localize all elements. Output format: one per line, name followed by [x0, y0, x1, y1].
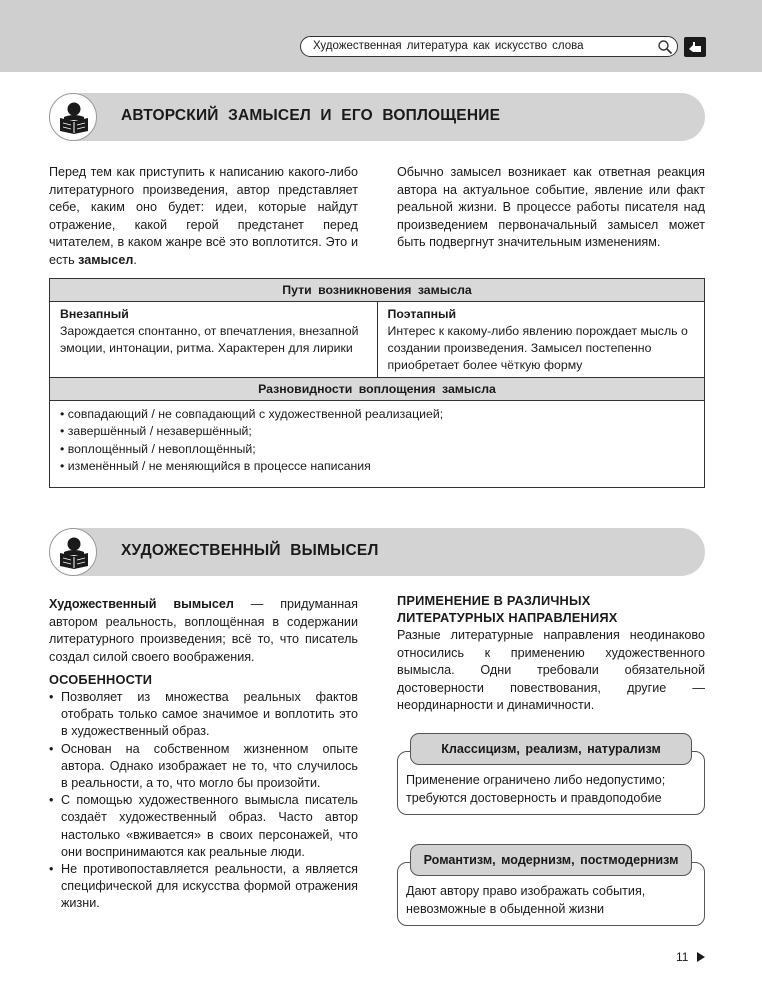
- direction-text: Дают автору право изображать события, невозможные в обыденной жизни: [397, 862, 705, 926]
- direction-tag: Романтизм, модернизм, постмодернизм: [410, 844, 692, 876]
- concept-table: [49, 278, 705, 488]
- list-item: • воплощённый / невоплощённый;: [60, 441, 694, 458]
- list-item: • С помощью художественного вымысла писатель создаёт художественный образ. Часто автор настолько «вживается» в своих персонажей, что они воспринимаются как реальные люди.: [49, 792, 358, 861]
- search-bar[interactable]: [300, 36, 678, 57]
- direction-box-romanticism: [397, 844, 705, 926]
- section-header-fiction: [49, 528, 705, 576]
- cell-label: Поэтапный: [387, 307, 457, 321]
- hand-pointer-icon[interactable]: [684, 37, 706, 57]
- concept-term: замысел: [78, 252, 134, 267]
- list-item: • Основан на собственном жизненном опыте автора. Однако изображает не то, что случилось в реальности, а то, что могло бы произойти.: [49, 741, 358, 793]
- cell-text: Интерес к какому-либо явлению порождает мысль о создании произведения. Замысел постепенно приобретает более чёткую форму: [387, 324, 688, 372]
- table-cell-sudden: [50, 302, 378, 378]
- page-number: 11: [676, 950, 689, 964]
- section-title: ХУДОЖЕСТВЕННЫЙ ВЫМЫСЕЛ: [121, 542, 379, 559]
- reader-icon: [49, 528, 97, 576]
- list-item: • Не противопоставляется реальности, а является специфической для искусства формой отражения жизни.: [49, 861, 358, 913]
- list-item: • завершённый / незавершённый;: [60, 423, 694, 440]
- section-title: АВТОРСКИЙ ЗАМЫСЕЛ И ЕГО ВОПЛОЩЕНИЕ: [121, 107, 501, 124]
- search-bar-text: Художественная литература как искусство слова: [313, 40, 584, 52]
- direction-box-classicism: [397, 733, 705, 815]
- section-header-concept: [49, 93, 705, 141]
- triangle-right-icon[interactable]: [696, 951, 706, 963]
- reader-icon: [49, 93, 97, 141]
- cell-label: Внезапный: [60, 307, 129, 321]
- table-cell-varieties: [50, 401, 705, 488]
- list-item: • совпадающий / не совпадающий с художественной реализацией;: [60, 406, 694, 423]
- fiction-definition-paragraph: Художественный вымысел — придуманная автором реальность, воплощённая в содержании литературного произведения; всё то, что писатель создал силой своего воображения.: [49, 597, 358, 664]
- list-item: • изменённый / не меняющийся в процессе написания: [60, 458, 694, 475]
- features-list: [49, 689, 358, 913]
- direction-tag: Классицизм, реализм, натурализм: [410, 733, 692, 765]
- table-header-ways: Пути возникновения замысла: [50, 279, 705, 302]
- fiction-term: Художественный вымысел: [49, 597, 234, 611]
- concept-change-paragraph: Обычно замысел возникает как ответная реакция автора на актуальное событие, явление или факт реальной жизни. В процессе работы писателя над произведением первоначальный замысел может быть подвергнут значительным изменениям.: [397, 165, 705, 249]
- application-title: ПРИМЕНЕНИЕ В РАЗЛИЧНЫХ ЛИТЕРАТУРНЫХ НАПРАВЛЕНИЯХ: [397, 593, 618, 625]
- direction-text: Применение ограничено либо недопустимо; требуются достоверность и правдоподобие: [397, 751, 705, 815]
- features-title: ОСОБЕННОСТИ: [49, 672, 153, 687]
- concept-intro-paragraph: Перед тем как приступить к написанию какого-либо литературного произведения, автор представляет себе, каким оно будет: идеи, которые найдут отражение, какой герой предстанет перед читателем, в каком жанре всё это воплотится. Это и есть замысел.: [49, 165, 358, 267]
- search-icon[interactable]: [657, 39, 673, 55]
- application-paragraph: Разные литературные направления неодинаково относились к применению художественного вымысла. Одни требовали обязательной достоверности повествования, другие — неординарности и динамичности.: [397, 628, 705, 712]
- cell-text: Зарождается спонтанно, от впечатления, внезапной эмоции, интонации, ритма. Характерен для лирики: [60, 324, 359, 355]
- table-cell-gradual: [377, 302, 705, 378]
- list-item: • Позволяет из множества реальных фактов отобрать только самое значимое и воплотить это в художественный образ.: [49, 689, 358, 741]
- table-header-varieties: Разновидности воплощения замысла: [50, 378, 705, 401]
